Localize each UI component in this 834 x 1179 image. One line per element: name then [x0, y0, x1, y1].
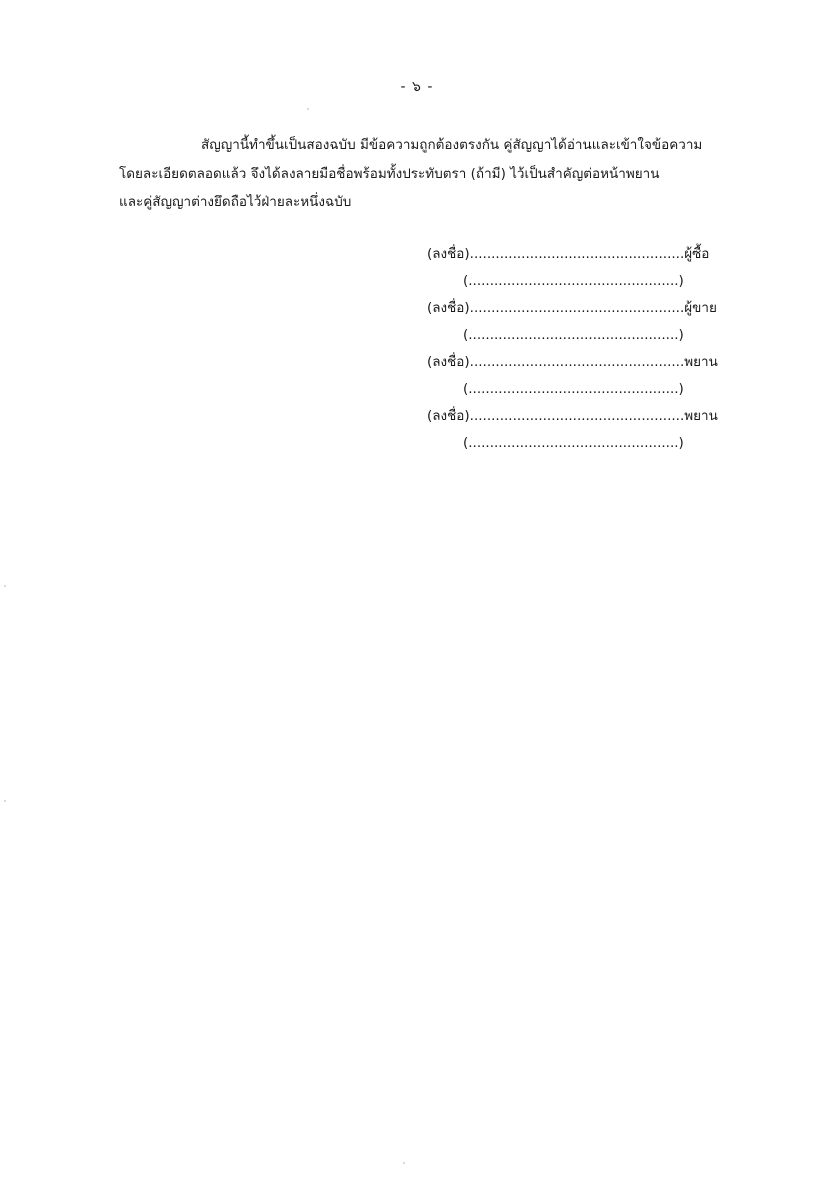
witness-2-signature-line: (ลงชื่อ)..................................................พยาน — [427, 408, 718, 424]
scan-speck — [403, 1162, 405, 1164]
seller-signature-line: (ลงชื่อ)..................................................ผู้ขาย — [427, 300, 717, 316]
scan-speck — [307, 108, 309, 110]
scan-speck — [4, 585, 6, 587]
witness-2-name-line: (.................................................) — [463, 435, 684, 451]
paragraph-line-2: โดยละเอียดตลอดแล้ว จึงได้ลงลายมือชื่อพร้อมทั้งประทับตรา (ถ้ามี) ไว้เป็นสำคัญต่อหน้าพยาน — [119, 166, 660, 182]
buyer-name-line: (.................................................) — [463, 273, 684, 289]
seller-name-line: (.................................................) — [463, 327, 684, 343]
paragraph-line-1: สัญญานี้ทำขึ้นเป็นสองฉบับ มีข้อความถูกต้องตรงกัน คู่สัญญาได้อ่านและเข้าใจข้อความ — [201, 137, 703, 153]
page-number: - ๖ - — [400, 79, 434, 95]
buyer-signature-line: (ลงชื่อ)..................................................ผู้ซื้อ — [427, 246, 710, 262]
scan-speck — [4, 800, 6, 802]
witness-1-name-line: (.................................................) — [463, 381, 684, 397]
witness-1-signature-line: (ลงชื่อ)..................................................พยาน — [427, 354, 718, 370]
paragraph-line-3: และคู่สัญญาต่างยึดถือไว้ฝ่ายละหนึ่งฉบับ — [119, 194, 352, 210]
